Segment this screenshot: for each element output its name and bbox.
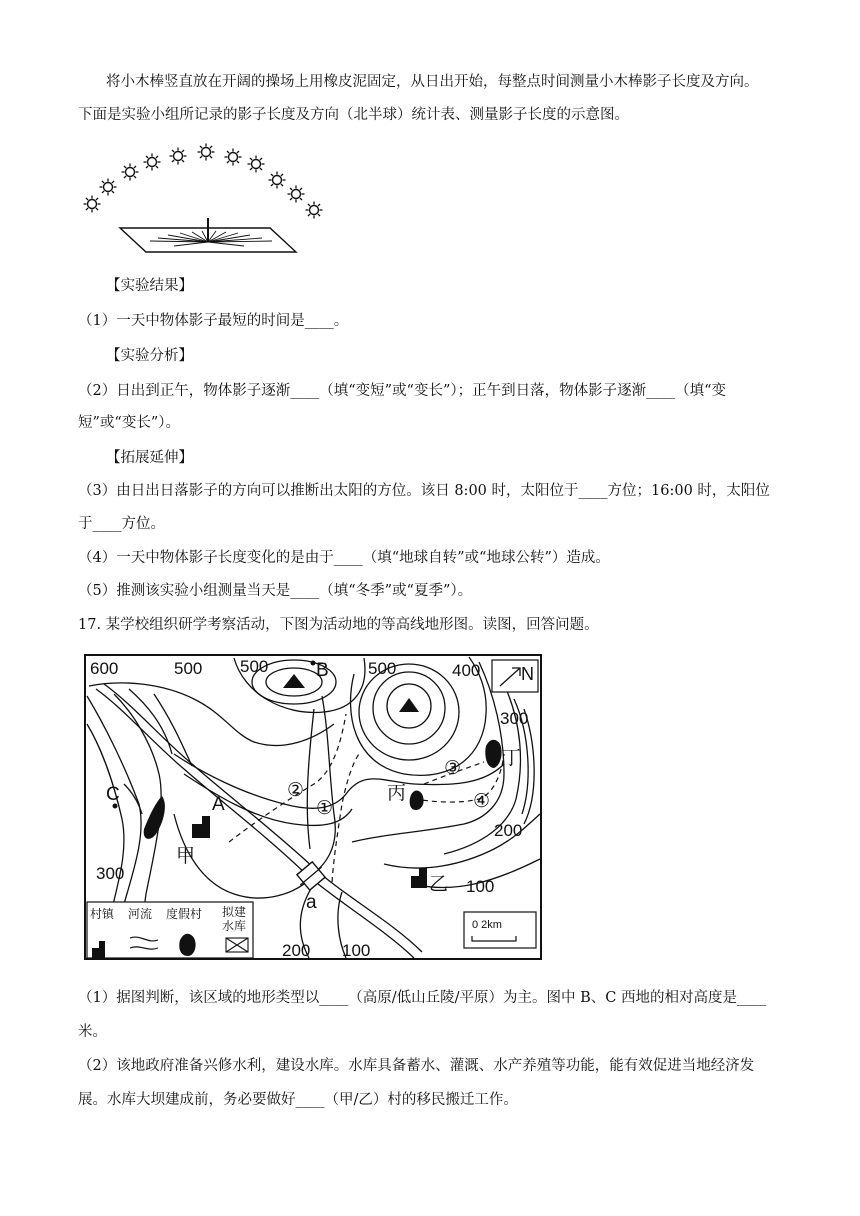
- contour-label: 300: [500, 709, 529, 728]
- q16-5: （5）推测该实验小组测量当天是____（填“冬季”或“夏季”）。: [78, 583, 473, 599]
- contour-label: 500: [240, 657, 269, 676]
- village-yi: 乙: [429, 874, 449, 895]
- contour-map: [84, 654, 542, 960]
- q17-1-line1: （1）据图判断，该区域的地形类型以____（高原/低山丘陵/平原）为主。图中 B、C 西地的相对高度是____: [78, 990, 766, 1006]
- q16-3-line2: 于____方位。: [78, 516, 165, 532]
- contour-label: 100: [466, 877, 495, 896]
- q16-3-line1: （3）由日出日落影子的方向可以推断出太阳的方位。该日 8:00 时，太阳位于____方位；16:00 时，太阳位: [78, 483, 770, 499]
- label-a-upper: A: [212, 794, 225, 815]
- section-result: 【实验结果】: [106, 278, 193, 294]
- legend-town-label: 村镇: [90, 907, 115, 921]
- sun-icon: [170, 148, 187, 165]
- contour-label: 200: [494, 821, 523, 840]
- sun-icon: [198, 144, 215, 161]
- route-2: ②: [287, 780, 305, 801]
- contour-label: 600: [90, 659, 119, 678]
- north-label: N: [521, 664, 534, 684]
- legend-river-label: 河流: [128, 907, 153, 921]
- sun-icon: [225, 149, 242, 166]
- sun-icon: [144, 154, 161, 171]
- contour-label: 500: [174, 659, 203, 678]
- village-bing: 丙: [387, 783, 407, 804]
- q16-1: （1）一天中物体影子最短的时间是____。: [78, 313, 349, 329]
- contour-label: 100: [342, 941, 371, 960]
- sun-icon: [306, 202, 323, 219]
- q17-stem: 17. 某学校组织研学考察活动，下图为活动地的等高线地形图。读图，回答问题。: [78, 617, 599, 633]
- contour-label: 200: [282, 941, 311, 960]
- contour-label: 500: [368, 659, 397, 678]
- sun-icon: [248, 156, 265, 173]
- legend-reservoir-icon: [226, 938, 248, 952]
- section-extension: 【拓展延伸】: [106, 450, 193, 466]
- route-1: ①: [316, 798, 334, 819]
- contour-label: 300: [96, 864, 125, 883]
- village-jia: 甲: [176, 846, 196, 867]
- sun-icon: [84, 196, 101, 213]
- label-b: B: [316, 660, 329, 681]
- section-analysis: 【实验分析】: [106, 348, 193, 364]
- point-b-dot: [311, 661, 316, 666]
- legend-reservoir-label-2: 水库: [222, 919, 247, 933]
- intro-line-1: 将小木棒竖直放在开阔的操场上用橡皮泥固定，从日出开始，每整点时间测量小木棒影子长度及方向。: [106, 74, 759, 90]
- legend-reservoir-label-1: 拟建: [222, 905, 247, 919]
- sun-icon: [288, 186, 305, 203]
- route-4: ④: [473, 791, 491, 812]
- q17-2-line1: （2）该地政府准备兴修水利，建设水库。水库具备蓄水、灌溉、水产养殖等功能，能有效促进当地经济发: [78, 1058, 755, 1074]
- intro-line-2: 下面是实验小组所记录的影子长度及方向（北半球）统计表、测量影子长度的示意图。: [78, 107, 629, 123]
- contour-label: 400: [452, 661, 481, 680]
- label-a-lower: a: [306, 892, 317, 913]
- scale-label: 0 2km: [472, 919, 502, 931]
- sun-icon: [100, 179, 117, 196]
- q17-1-line2: 米。: [78, 1024, 107, 1040]
- label-c: C: [106, 784, 120, 805]
- q16-4: （4）一天中物体影子长度变化的是由于____（填“地球自转”或“地球公转”）造成。: [78, 550, 610, 566]
- sun-path-figure: [78, 138, 338, 260]
- q16-2-line2: 短”或“变长”）。: [78, 415, 180, 431]
- village-ding: 丁: [502, 748, 522, 769]
- route-3: ③: [444, 758, 462, 779]
- legend-resort-label: 度假村: [166, 907, 203, 921]
- q16-2-line1: （2）日出到正午，物体影子逐渐____（填“变短”或“变长”）；正午到日落，物体影子逐渐____（填“变: [78, 383, 727, 399]
- q17-2-line2: 展。水库大坝建成前，务必要做好____（甲/乙）村的移民搬迁工作。: [78, 1092, 518, 1108]
- sun-icon: [122, 164, 139, 181]
- sun-icon: [269, 172, 286, 189]
